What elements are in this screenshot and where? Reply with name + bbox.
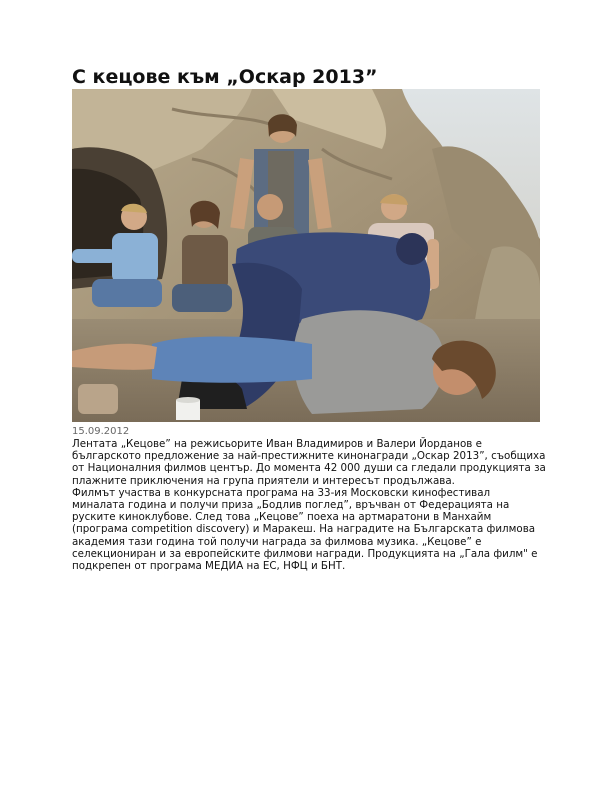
article-line: Филмът участва в конкурсната програма на 33-ия Московски кинофестивал	[72, 486, 491, 499]
article-photo	[72, 89, 540, 422]
article-line: академия тази година той получи награда за филмова музика. „Кецове” е	[72, 535, 482, 548]
article-line: миналата година и получи приза „Бодлив поглед”, връчван от Федерацията на	[72, 499, 510, 512]
article-line: плажните приключения на група приятели и интересът продължава.	[72, 474, 455, 487]
article-line: Лентата „Кецове” на режисьорите Иван Владимиров и Валери Йорданов е	[72, 438, 482, 450]
article-line: (програма competition discovery) и Маракеш. На наградите на Българската филмова	[72, 523, 536, 536]
article-line: селекциониран и за европейските филмови награди. Продукцията на „Гала филм" е	[72, 547, 538, 560]
article-line: българското предложение за най-престижните кинонагради „Оскар 2013”, съобщиха	[72, 450, 546, 463]
article-body	[72, 438, 546, 573]
article-line: руските киноклубове. След това „Кецове” поеха на артмаратони в Манхайм	[72, 511, 492, 524]
page-title: С кецове към „Оскар 2013”	[72, 66, 378, 88]
article-line: подкрепен от програма МЕДИА на ЕС, НФЦ и БНТ.	[72, 560, 346, 573]
article-line: от Националния филмов център. До момента 42 000 души са гледали продукцията за	[72, 462, 546, 475]
article-date: 15.09.2012	[72, 426, 130, 437]
